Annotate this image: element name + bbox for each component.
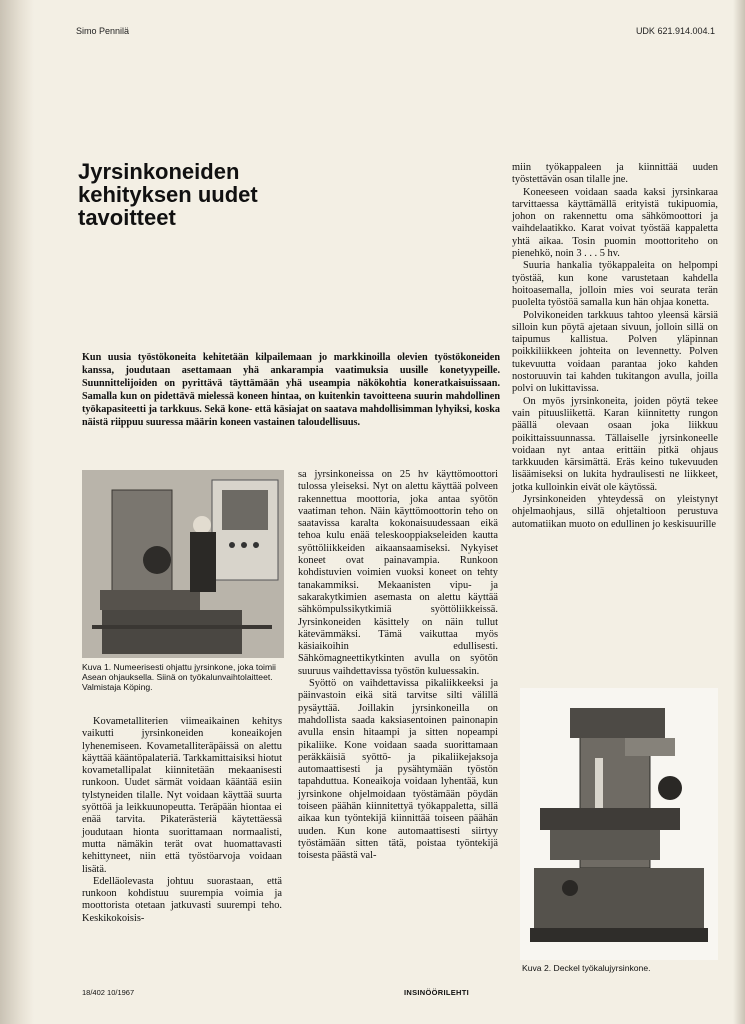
paragraph: Jyrsinkoneiden yhteydessä on yleistynyt ohjelmaohjaus, sillä ohjetaltioon perustuva automatiikan muoto on edullinen jo keskisuurille [512,494,718,530]
figure-2-caption: Kuva 2. Deckel työkalujyrsinkone. [522,963,651,973]
paragraph: Polvikoneiden tarkkuus tahtoo yleensä kärsiä silloin kun pöytä ajetaan sivuun, jolloin sillä on taipumus kallistua. Polven yläpinnan poikkiliikkeen johteita on levennetty. Polven tukevuutta voidaan parantaa joko kahden nostoruuvin tai kahden tukitangon avulla, joilla polvi on lukittavissa. [512,309,718,395]
figure-1-photo [82,470,284,658]
article-title: Jyrsinkoneiden kehityksen uudet tavoitteet [78,159,258,230]
page-issue-number: 18/402 10/1967 [82,988,135,997]
text-column-1 [82,716,282,925]
figure-1-caption: Kuva 1. Numeerisesti ohjattu jyrsinkone, joka toimii Asean ohjauksella. Siinä on työkalunvaihtolaitteet. Valmistaja Köping. [82,662,276,692]
text-column-3 [512,162,718,531]
paragraph: miin työkappaleen ja kiinnittää uuden työstettävän osan tilalle jne. [512,162,718,186]
figure-2-photo [520,688,718,960]
paragraph: Edelläolevasta johtuu suorastaan, että runkoon kohdistuu suurempia voimia ja moottorista otetaan jatkuvasti suurempi teho. Keskikokoisis- [82,875,282,924]
paragraph: Koneeseen voidaan saada kaksi jyrsinkaraa tarvittaessa käyttämällä erityistä tukipuomia, johon on rakennettu oma sähkömoottori ja vaihdelaatikko. Karat voivat työstää kappaletta yhtä aikaa. Tosin puomin moottoriteho on pienehkö, noin 3 . . . 5 hv. [512,186,718,260]
paragraph: On myös jyrsinkoneita, joiden pöytä tekee vain pituusliikettä. Karan kiinnitetty rungon päällä olevaan osaan joka liikkuu poikittaissuunnassa. Tällaiselle jyrsinkoneelle voidaan nyt antaa erittäin pitkä ohjaus tarkkuuden kärsimättä. Eräs keino tukevuuden lisäämiseksi on lukita hydraulisesti ne liikkeet, jotka kulloinkin eivät ole käytössä. [512,395,718,493]
paragraph: sa jyrsinkoneissa on 25 hv käyttömoottori tulossa yleiseksi. Nyt on alettu käyttää polveen rakennettua moottoria, joka antaa syötön vaatiman tehon. Näin käyttömoottorin teho on saatavissa karalta kokonaisuudessaan eikä tehoa kulu enää teleskooppiakseleiden kautta syöttöliikkeiden aikaansaamiseksi. Nykyiset koneet ovat painavampia. Runkoon kohdistuvien voimien vuoksi koneet on tehty tanakammiksi. Mekaanisten vipu- ja sakarakytkimien asemasta on alettu käyttää sähkömpulssikytkimiä syöttöliikkeissä. Jyrsinkoneiden käsittely on näin tullut kätevämmäksi. Tämä vaikuttaa myös käsiaikoihin edullisesti. Sähkömagneettikytkinten avulla on syötön suuruus vaihdettavissa työstön kuluessakin. [298,469,498,677]
udk-code: UDK 621.914.004.1 [635,26,715,36]
page-edge-shadow [733,0,745,1024]
text-column-2 [298,469,498,863]
author-name: Simo Pennilä [76,26,130,36]
paragraph: Kovametalliterien viimeaikainen kehitys vaikutti jyrsinkoneiden koneaikojen lyhenemiseen. Kovametalliteräpäissä on alettu käyttää kääntöpalateriä. Tarkkamittaisiksi hiotut kovametallipalat kiinnitetään mekaanisesti runkoon. Uudet särmät voidaan kääntää esiin tylstyneiden tilalle. Nyt voidaan käyttää suurta syöttöä ja leikkuunopeutta. Teräpään hiontaa ei enää tarvita. Pikaterästeriä käytettäessä joudutaan hionta suorittamaan normaalisti, mutta nämäkin terät ovat huomattavasti kehittyneet, niin että työstöarvoja voidaan lisätä. [82,716,282,875]
page-binding-shadow [0,0,34,1024]
paragraph: Syöttö on vaihdettavissa pikaliikkeeksi ja päinvastoin eikä sitä tarvitse silti välillä pysäyttää. Joillakin jyrsinkoneilla on mahdollista saada kaksiasentoinen painonapin avulla ensin hitaampi ja sitten nopeampi pikaliike. Kone voidaan saada suorittamaan peräkkäisiä syöttö- ja pikaliikejaksoja automaattisesti ja pysähtymään työstön tapahduttua. Koneaikoja voidaan lyhentää, kun jyrsinkone ohjelmoidaan työstämään pöydän toiseen päähän kiinnitettyä työkappaletta, sillä aikaa kun työntekijä kiinnittää toiseen päähän uuden. Kun kone automaattisesti siirtyy työstämään sitten tätä, poistaa työntekijä toisesta päästä val- [298,678,498,862]
paragraph: Suuria hankalia työkappaleita on helpompi työstää, kun kone varustetaan kahdella hoitoasemalla, jolloin mies voi seurata terän puolelta työstöä samalla kun hän ohjaa konetta. [512,260,718,309]
lead-paragraph: Kun uusia työstökoneita kehitetään kilpailemaan jo markkinoilla olevien työstökoneiden kanssa, joudutaan asettamaan yhä ankarampia vaatimuksia uusille konetyypeille. Suunnittelijoiden on pyrittävä täyttämään yhä useampia näkökohtia koneratkaisuissaan. Samalla kun on pidettävä mielessä koneen hintaa, on kuitenkin tavoitteena suurin mahdollinen työkapasiteetti ja tarkkuus. Sekä kone- että käsiajat on saatava mahdollisimman lyhyiksi, koska näistä riippuu suuressa määrin koneen vastainen taloudellisuus. [82,352,500,428]
publication-name: INSINÖÖRILEHTI [404,988,470,997]
